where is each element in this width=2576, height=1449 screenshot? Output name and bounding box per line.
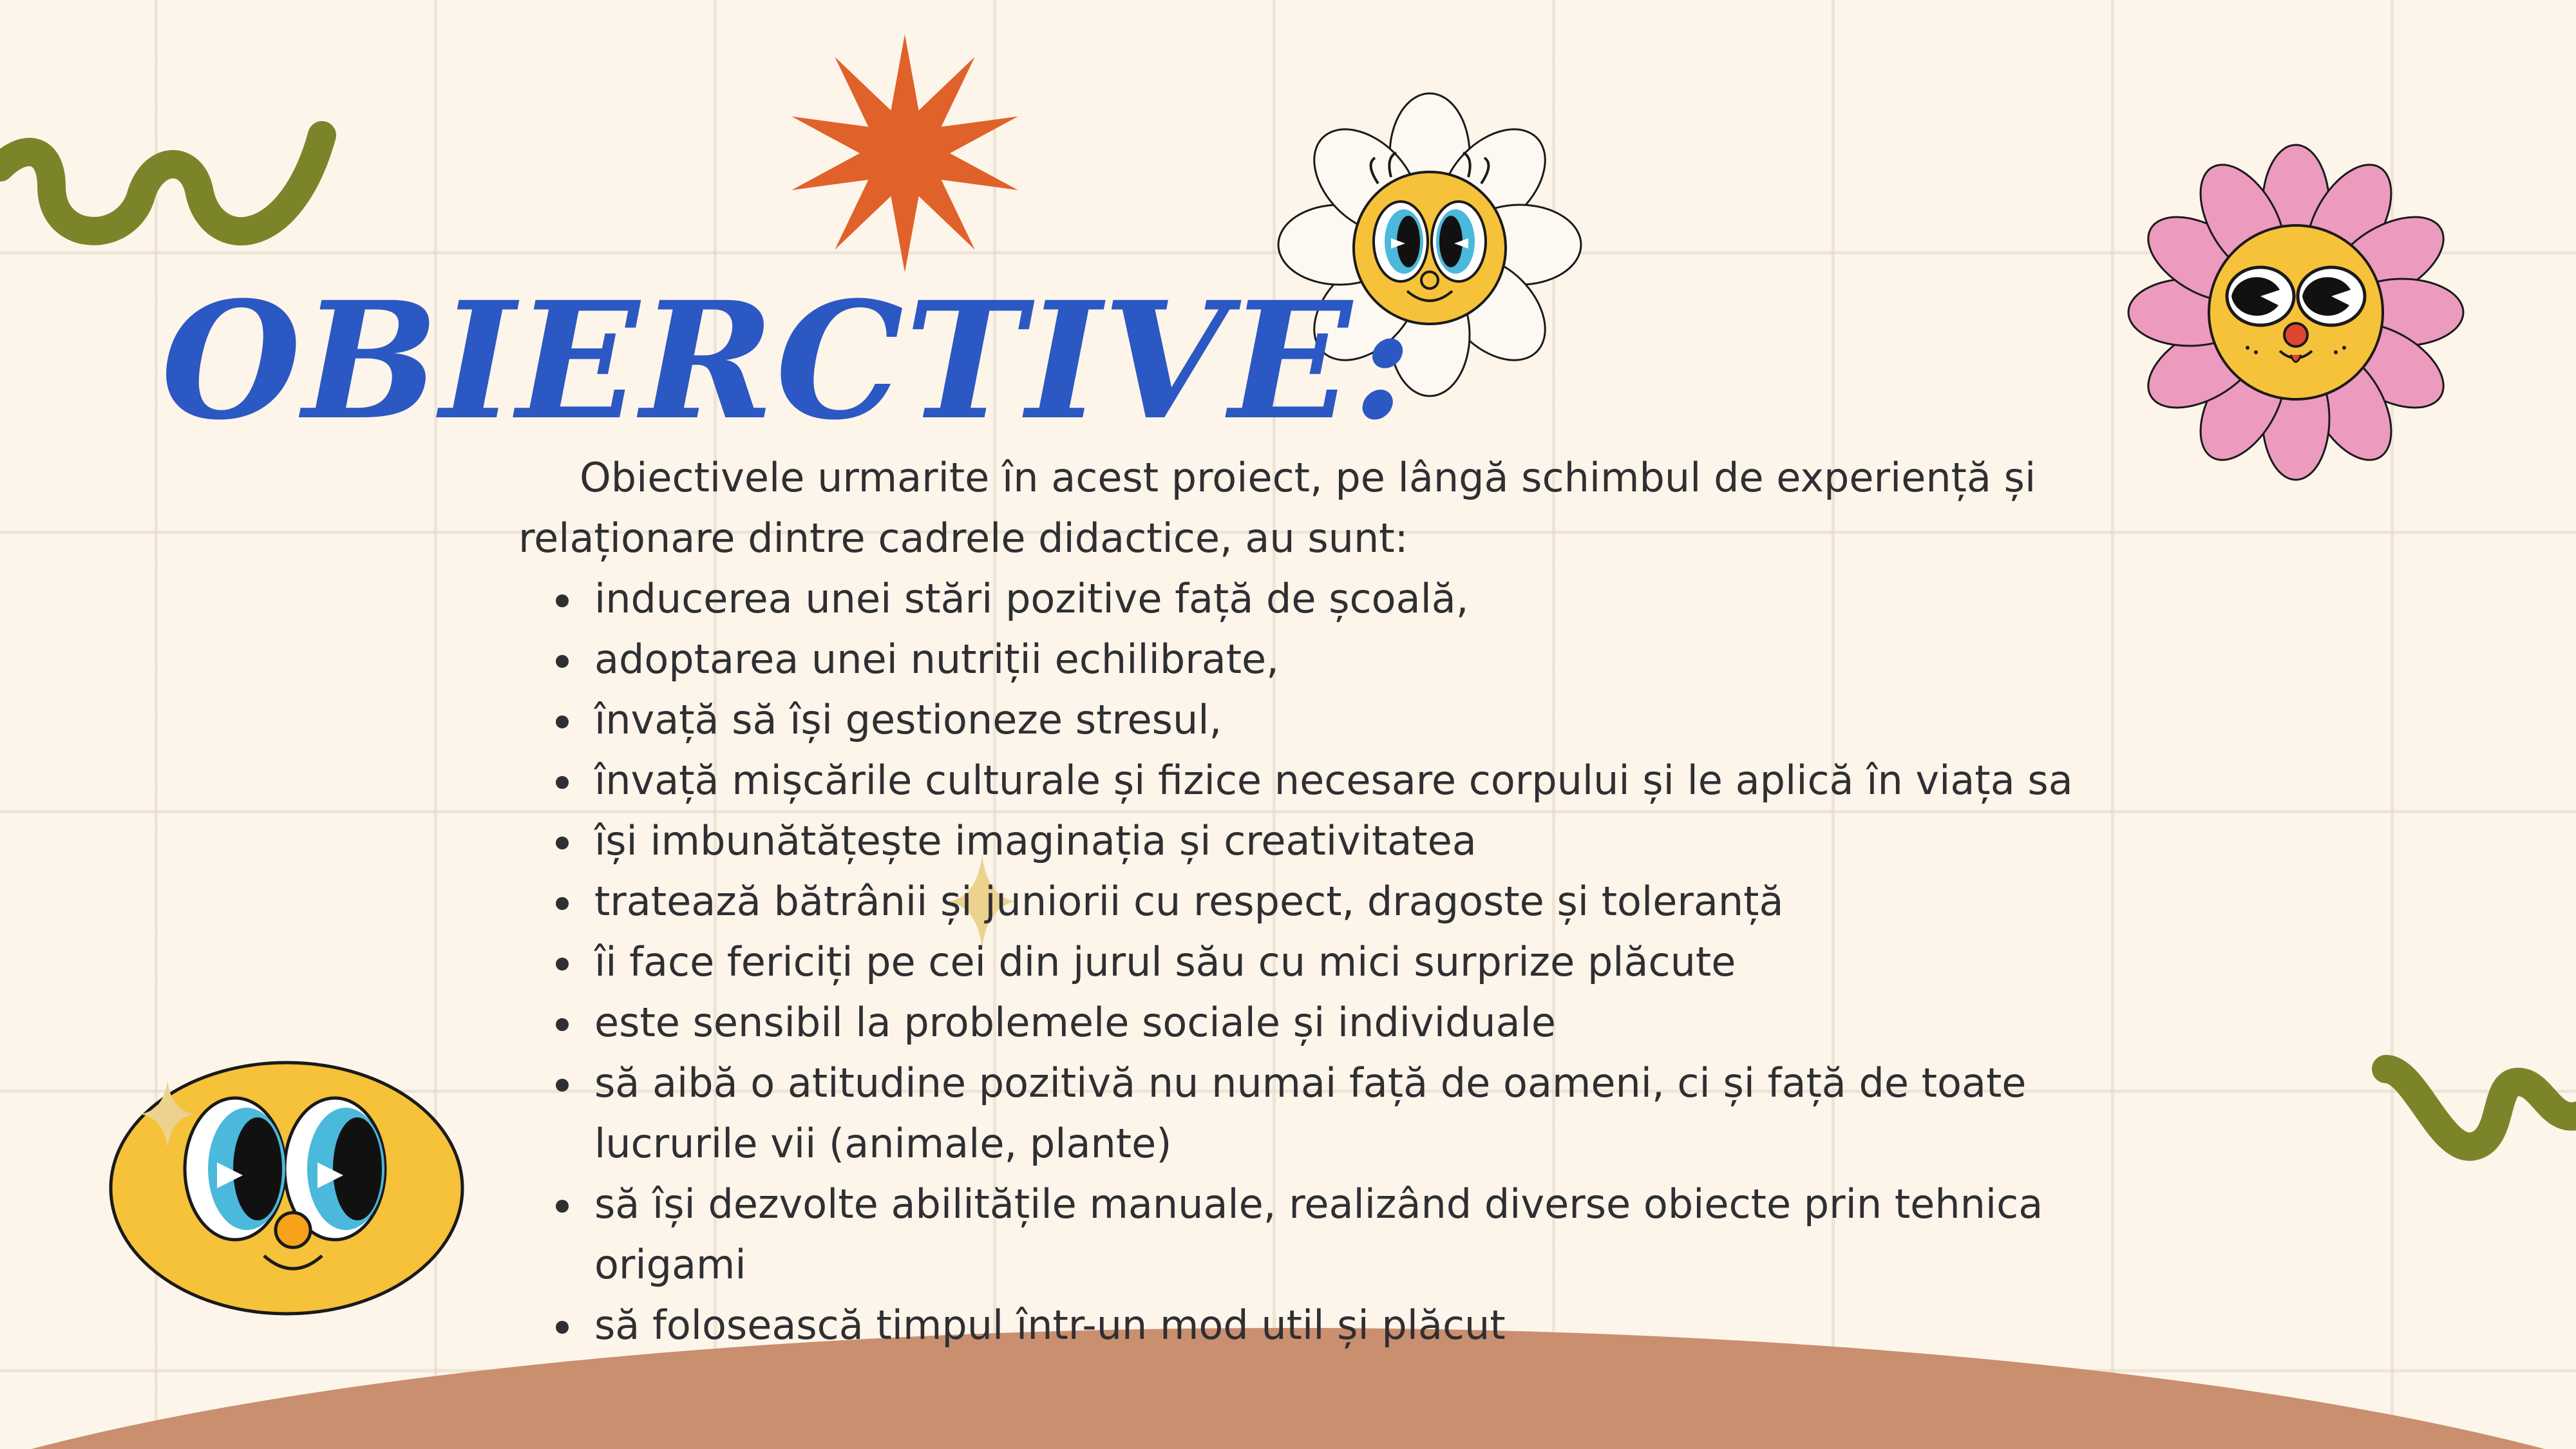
list-item: să folosească timpul într-un mod util și plăcut bbox=[518, 1295, 2167, 1356]
objectives-content bbox=[518, 448, 2167, 1356]
sparkle-icon bbox=[138, 1079, 196, 1150]
squiggle-left-icon bbox=[0, 97, 361, 251]
list-item: tratează bătrânii și juniorii cu respect, dragoste și toleranță bbox=[518, 871, 2167, 932]
intro-paragraph: Obiectivele urmarite în acest proiect, pe lângă schimbul de experiență și relaționare dintre cadrele didactice, au sunt: bbox=[518, 454, 2036, 562]
list-item: este sensibil la problemele sociale și individuale bbox=[518, 992, 2167, 1053]
list-item: să își dezvolte abilitățile manuale, realizând diverse obiecte prin tehnica origami bbox=[518, 1174, 2167, 1295]
list-item: inducerea unei stări pozitive față de școală, bbox=[518, 569, 2167, 629]
pink-flower-face-icon bbox=[2122, 138, 2470, 486]
squiggle-right-icon bbox=[2370, 1043, 2576, 1172]
page-title: OBIERCTIVE: bbox=[161, 266, 1414, 455]
starburst-icon bbox=[776, 31, 1034, 276]
list-item: îi face fericiți pe cei din jurul său cu mici surprize plăcute bbox=[518, 932, 2167, 992]
list-item: învață să își gestioneze stresul, bbox=[518, 690, 2167, 750]
list-item: își imbunătățește imaginația și creativitatea bbox=[518, 811, 2167, 871]
list-item: adoptarea unei nutriții echilibrate, bbox=[518, 629, 2167, 690]
list-item: să aibă o atitudine pozitivă nu numai față de oameni, ci și față de toate lucrurile vii (animale, plante) bbox=[518, 1053, 2167, 1174]
list-item: învață mișcările culturale și fizice necesare corpului și le aplică în viața sa bbox=[518, 750, 2167, 811]
objectives-list bbox=[518, 569, 2167, 1356]
